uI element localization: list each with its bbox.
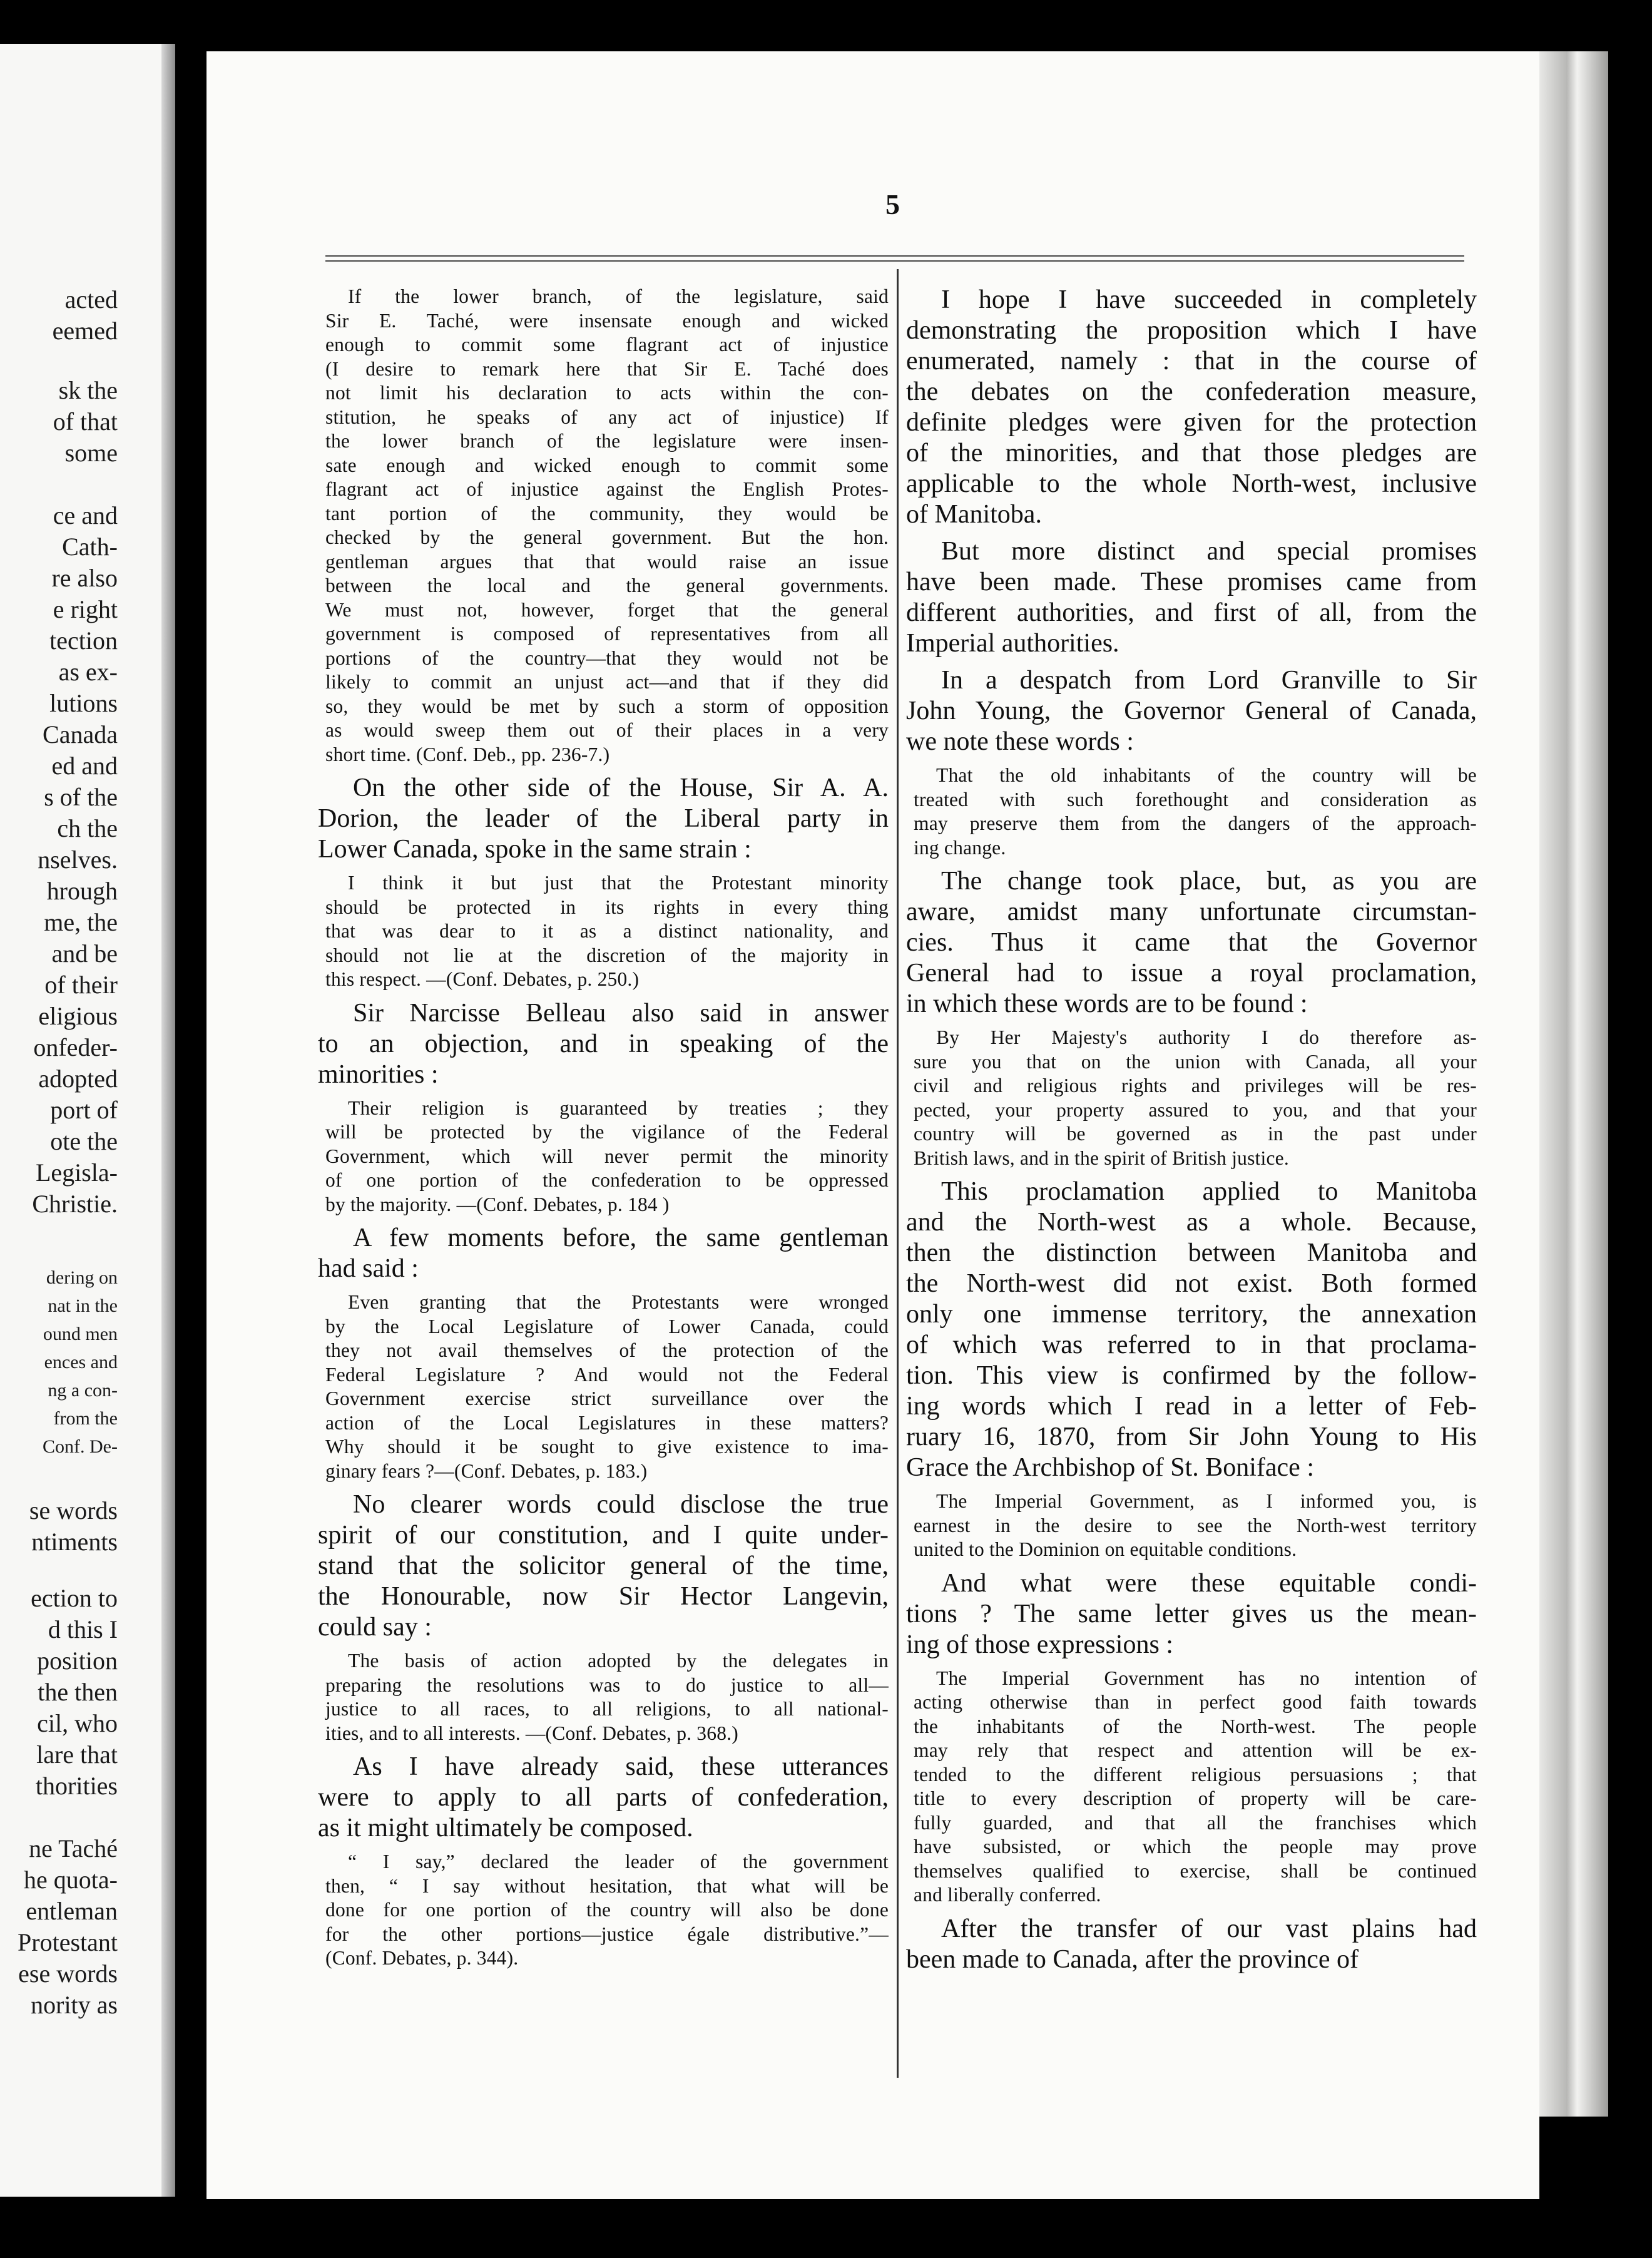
text-line: Their religion is guaranteed by treaties ; they <box>348 1096 889 1119</box>
text-line: Grace the Archbishop of St. Boniface : <box>906 1453 1314 1482</box>
text-line: tions ? The same letter gives us the mean- <box>906 1599 1477 1628</box>
book-gutter <box>161 44 175 2197</box>
text-line: as it might ultimately be composed. <box>318 1814 693 1842</box>
previous-page-line: se words <box>29 1496 118 1525</box>
text-line: We must not, however, forget that the general <box>325 598 889 621</box>
text-line: should not lie at the discretion of the majority in <box>325 944 889 966</box>
block-quote <box>914 764 1477 860</box>
text-line: “ I say,” declared the leader of the government <box>348 1851 889 1872</box>
text-line: This proclamation applied to Manitoba <box>941 1177 1477 1206</box>
text-line: Federal Legislature ? And would not the Federal <box>325 1363 889 1386</box>
block-quote <box>325 1096 889 1217</box>
previous-page-line: position <box>37 1647 118 1675</box>
text-line: As I have already said, these utterances <box>353 1752 889 1781</box>
previous-page-line: eemed <box>52 317 118 345</box>
text-line: British laws, and in the spirit of British justice. <box>914 1147 1289 1169</box>
previous-page-line: ntiments <box>31 1528 118 1556</box>
text-line: so, they would be met by such a storm of opposition <box>325 695 889 717</box>
page-edge <box>1539 51 1608 2117</box>
text-line: could say : <box>318 1613 432 1642</box>
body-paragraph <box>906 285 1477 530</box>
text-line: then the distinction between Manitoba and <box>906 1239 1477 1267</box>
previous-page-line: adopted <box>38 1065 118 1093</box>
previous-page-line: hrough <box>46 877 118 905</box>
text-line: The basis of action adopted by the delegates in <box>348 1650 889 1672</box>
text-line: sate enough and wicked enough to commit some <box>325 454 889 476</box>
body-paragraph <box>906 866 1477 1019</box>
previous-page-line: and be <box>51 939 118 968</box>
previous-page-line: onfeder- <box>33 1033 118 1061</box>
body-paragraph <box>906 536 1477 659</box>
text-line: that was dear to it as a distinct nationality, and <box>325 920 889 942</box>
text-line: by the majority. —(Conf. Debates, p. 184 ) <box>325 1193 670 1215</box>
body-paragraph <box>318 1489 889 1643</box>
text-line: stitution, he speaks of any act of injustice) If <box>325 406 889 428</box>
text-line: they not avail themselves of the protection of the <box>325 1339 889 1361</box>
text-line: the inhabitants of the North-west. The people <box>914 1715 1477 1737</box>
previous-page-line: ound men <box>43 1324 118 1344</box>
previous-page-line: ce and <box>53 501 118 529</box>
text-line: title to every description of property will be care- <box>914 1787 1477 1809</box>
text-line: (I desire to remark here that Sir E. Taché does <box>325 357 889 380</box>
text-line: had said : <box>318 1254 419 1283</box>
previous-page-line: me, the <box>44 908 118 936</box>
text-line: After the transfer of our vast plains had <box>941 1914 1477 1943</box>
body-paragraph <box>318 1752 889 1844</box>
text-line: tion. This view is confirmed by the follow- <box>906 1361 1477 1390</box>
text-line: minorities : <box>318 1060 439 1089</box>
text-line: (Conf. Debates, p. 344). <box>325 1947 519 1969</box>
text-line: preparing the resolutions was to do justice to all— <box>325 1673 889 1696</box>
column-divider <box>897 269 899 2078</box>
previous-page-line: s of the <box>44 783 118 811</box>
text-line: stand that the solicitor general of the time, <box>318 1551 889 1580</box>
left-column <box>318 285 889 1977</box>
text-line: the North-west did not exist. Both formed <box>906 1269 1477 1298</box>
previous-page-line: Cath- <box>62 533 118 561</box>
previous-page-line: of that <box>53 407 118 436</box>
text-line: not limit his declaration to acts within the con- <box>325 382 889 404</box>
text-line: between the local and the general governments. <box>325 575 889 596</box>
text-line: applicable to the whole North-west, inclusive <box>906 469 1477 498</box>
text-line: earnest in the desire to see the North-west territory <box>914 1514 1477 1536</box>
text-line: No clearer words could disclose the true <box>353 1490 889 1519</box>
text-line: treated with such forethought and consideration as <box>914 788 1477 810</box>
text-line: tant portion of the community, they would be <box>325 502 889 524</box>
text-line: Even granting that the Protestants were wronged <box>348 1291 889 1313</box>
text-line: Sir Narcisse Belleau also said in answer <box>353 998 889 1028</box>
previous-page-line: he quota- <box>24 1866 118 1894</box>
text-line: and liberally conferred. <box>914 1884 1101 1906</box>
previous-page-line: entleman <box>26 1897 118 1925</box>
text-line: And what were these equitable condi- <box>941 1568 1477 1598</box>
previous-page-line: dering on <box>46 1267 118 1288</box>
previous-page-line: ences and <box>44 1352 118 1372</box>
previous-page-line: from the <box>53 1408 118 1429</box>
text-line: have been made. These promises came from <box>906 568 1477 596</box>
text-line: Dorion, the leader of the Liberal party in <box>318 804 889 833</box>
text-line: fully guarded, and that all the franchises which <box>914 1811 1477 1834</box>
body-paragraph <box>906 1177 1477 1483</box>
text-line: ing words which I read in a letter of Feb- <box>906 1392 1477 1421</box>
text-line: I hope I have succeeded in completely <box>941 285 1477 314</box>
text-line: of one portion of the confederation to be oppressed <box>325 1169 889 1191</box>
right-column <box>906 285 1477 1981</box>
text-line: will be protected by the vigilance of the Federal <box>325 1121 889 1143</box>
previous-page-line: some <box>64 439 118 467</box>
previous-page-line: tection <box>49 626 118 655</box>
body-paragraph <box>906 1568 1477 1660</box>
previous-page-line: ng a con- <box>48 1380 118 1401</box>
previous-page-line: thorities <box>35 1772 118 1800</box>
text-line: by the Local Legislature of Lower Canada, could <box>325 1315 889 1337</box>
previous-page-line: re also <box>51 564 118 592</box>
text-line: to an objection, and in speaking of the <box>318 1029 889 1058</box>
block-quote <box>914 1667 1477 1908</box>
text-line: acting otherwise than in perfect good faith towards <box>914 1691 1477 1713</box>
text-line: checked by the general government. But the hon. <box>325 526 889 548</box>
text-line: I think it but just that the Protestant minority <box>348 872 889 894</box>
text-line: themselves qualified to exercise, shall be continued <box>914 1859 1477 1882</box>
text-line: this respect. —(Conf. Debates, p. 250.) <box>325 968 640 990</box>
previous-page-line: eligious <box>38 1002 118 1030</box>
text-line: sure you that on the union with Canada, all your <box>914 1050 1477 1073</box>
text-line: as would sweep them out of their places in a very <box>325 719 889 741</box>
text-line: pected, your property assured to you, and that your <box>914 1098 1477 1121</box>
previous-page-line: lutions <box>49 689 118 717</box>
text-line: ities, and to all interests. —(Conf. Debates, p. 368.) <box>325 1722 738 1744</box>
block-quote <box>914 1489 1477 1562</box>
previous-page-line: port of <box>50 1096 118 1124</box>
text-line: Why should it be sought to give existence to ima- <box>325 1436 889 1458</box>
previous-page-line: nat in the <box>48 1295 118 1316</box>
text-line: Lower Canada, spoke in the same strain : <box>318 835 752 864</box>
text-line: aware, amidst many unfortunate circumstan- <box>906 897 1477 926</box>
text-line: united to the Dominion on equitable conditions. <box>914 1538 1297 1560</box>
body-paragraph <box>318 998 889 1090</box>
text-line: then, “ I say without hesitation, that what will be <box>325 1874 889 1897</box>
text-line: Imperial authorities. <box>906 629 1119 658</box>
previous-page-line: of their <box>44 971 118 999</box>
previous-page-line: e right <box>53 595 118 623</box>
previous-page-line: Legisla- <box>35 1158 118 1187</box>
previous-page-line: as ex- <box>58 658 118 686</box>
text-line: In a despatch from Lord Granville to Sir <box>941 666 1477 695</box>
body-paragraph <box>906 665 1477 757</box>
previous-page-line: the then <box>38 1678 118 1706</box>
block-quote <box>914 1026 1477 1170</box>
text-line: we note these words : <box>906 727 1134 756</box>
previous-page-line: nority as <box>31 1991 118 2019</box>
text-line: The change took place, but, as you are <box>941 867 1477 896</box>
text-line: The Imperial Government has no intention of <box>936 1667 1477 1689</box>
text-line: gentleman argues that that would raise an issue <box>325 550 889 573</box>
page-number: 5 <box>885 188 900 220</box>
previous-page-line: d this I <box>48 1615 118 1643</box>
text-line: ing of those expressions : <box>906 1630 1173 1659</box>
text-line: for the other portions—justice égale distributive.”— <box>325 1923 889 1945</box>
previous-page-line: Canada <box>43 720 118 748</box>
previous-page-line: ote the <box>50 1127 118 1155</box>
text-line: John Young, the Governor General of Canada, <box>906 697 1477 725</box>
text-line: enough to commit some flagrant act of injustice <box>325 334 889 355</box>
previous-page-line: acted <box>64 285 118 314</box>
block-quote <box>325 871 889 992</box>
previous-page-line: ese words <box>18 1959 118 1988</box>
text-line: The Imperial Government, as I informed you, is <box>936 1490 1477 1512</box>
text-line: and the North-west as a whole. Because, <box>906 1208 1477 1237</box>
text-line: portions of the country—that they would not be <box>325 646 889 669</box>
body-paragraph <box>906 1914 1477 1975</box>
text-line: justice to all races, to all religions, to all national- <box>325 1698 889 1720</box>
previous-page-line: lare that <box>36 1740 118 1769</box>
body-paragraph <box>318 773 889 865</box>
previous-page-line: ne Taché <box>29 1834 118 1862</box>
text-line: A few moments before, the same gentleman <box>353 1224 889 1252</box>
text-line: That the old inhabitants of the country will be <box>936 764 1477 786</box>
text-line: definite pledges were given for the protection <box>906 408 1477 437</box>
text-line: But more distinct and special promises <box>941 537 1477 566</box>
text-line: On the other side of the House, Sir A. A. <box>353 774 889 802</box>
text-line: By Her Majesty's authority I do therefore as- <box>936 1026 1477 1048</box>
header-rule <box>325 255 1464 262</box>
text-line: demonstrating the proposition which I have <box>906 316 1477 345</box>
previous-page-fragment <box>0 44 175 2197</box>
text-line: ginary fears ?—(Conf. Debates, p. 183.) <box>325 1459 648 1482</box>
text-line: civil and religious rights and privileges will be res- <box>914 1075 1477 1096</box>
text-line: were to apply to all parts of confederation, <box>318 1783 889 1812</box>
previous-page-line: Christie. <box>32 1190 118 1218</box>
text-line: ing change. <box>914 836 1006 859</box>
block-quote <box>325 1290 889 1483</box>
text-line: tended to the different religious persuasions ; that <box>914 1763 1477 1785</box>
text-line: the lower branch of the legislature were insen- <box>325 430 889 452</box>
text-line: the Honourable, now Sir Hector Langevin, <box>318 1582 889 1611</box>
text-line: flagrant act of injustice against the English Protes- <box>325 478 889 500</box>
block-quote <box>325 285 889 767</box>
text-line: in which these words are to be found : <box>906 989 1308 1018</box>
previous-page-line: sk the <box>58 376 118 404</box>
text-line: have subsisted, or which the people may prove <box>914 1836 1477 1857</box>
previous-page-line: cil, who <box>37 1709 118 1737</box>
text-line: Government exercise strict surveillance over the <box>325 1387 889 1409</box>
text-line: may preserve them from the dangers of the approach- <box>914 812 1477 834</box>
text-line: Government, which will never permit the minority <box>325 1145 889 1167</box>
previous-page-line: Conf. De- <box>43 1436 118 1457</box>
text-line: different authorities, and first of all, from the <box>906 598 1477 627</box>
text-line: may rely that respect and attention will be ex- <box>914 1739 1477 1761</box>
text-line: of Manitoba. <box>906 500 1042 529</box>
previous-page-line: Protestant <box>18 1928 118 1956</box>
previous-page-line: nselves. <box>38 845 118 874</box>
previous-page-line: ection to <box>31 1584 118 1612</box>
text-line: only one immense territory, the annexation <box>906 1300 1477 1329</box>
text-line: been made to Canada, after the province of <box>906 1944 1359 1974</box>
text-line: ruary 16, 1870, from Sir John Young to His <box>906 1423 1477 1451</box>
text-line: likely to commit an unjust act—and that if they did <box>325 671 889 693</box>
text-line: action of the Local Legislatures in these matters? <box>325 1411 889 1434</box>
text-line: If the lower branch, of the legislature, said <box>348 285 889 307</box>
text-line: spirit of our constitution, and I quite under- <box>318 1521 889 1550</box>
text-line: the debates on the confederation measure, <box>906 377 1477 406</box>
text-line: short time. (Conf. Deb., pp. 236-7.) <box>325 743 610 765</box>
text-line: cies. Thus it came that the Governor <box>906 928 1477 957</box>
block-quote <box>325 1850 889 1971</box>
block-quote <box>325 1649 889 1745</box>
text-line: General had to issue a royal proclamation, <box>906 959 1477 988</box>
text-line: country will be governed as in the past under <box>914 1123 1477 1145</box>
previous-page-line: ed and <box>51 752 118 780</box>
text-line: Sir E. Taché, were insensate enough and wicked <box>325 309 889 332</box>
previous-page-line: ch the <box>57 814 118 842</box>
text-line: government is composed of representatives from all <box>325 623 889 645</box>
text-line: enumerated, namely : that in the course of <box>906 347 1477 375</box>
text-line: of which was referred to in that proclama- <box>906 1331 1477 1359</box>
text-line: should be protected in its rights in every thing <box>325 896 889 918</box>
body-paragraph <box>318 1223 889 1284</box>
text-line: done for one portion of the country will also be done <box>325 1899 889 1921</box>
text-line: of the minorities, and that those pledges are <box>906 439 1477 467</box>
